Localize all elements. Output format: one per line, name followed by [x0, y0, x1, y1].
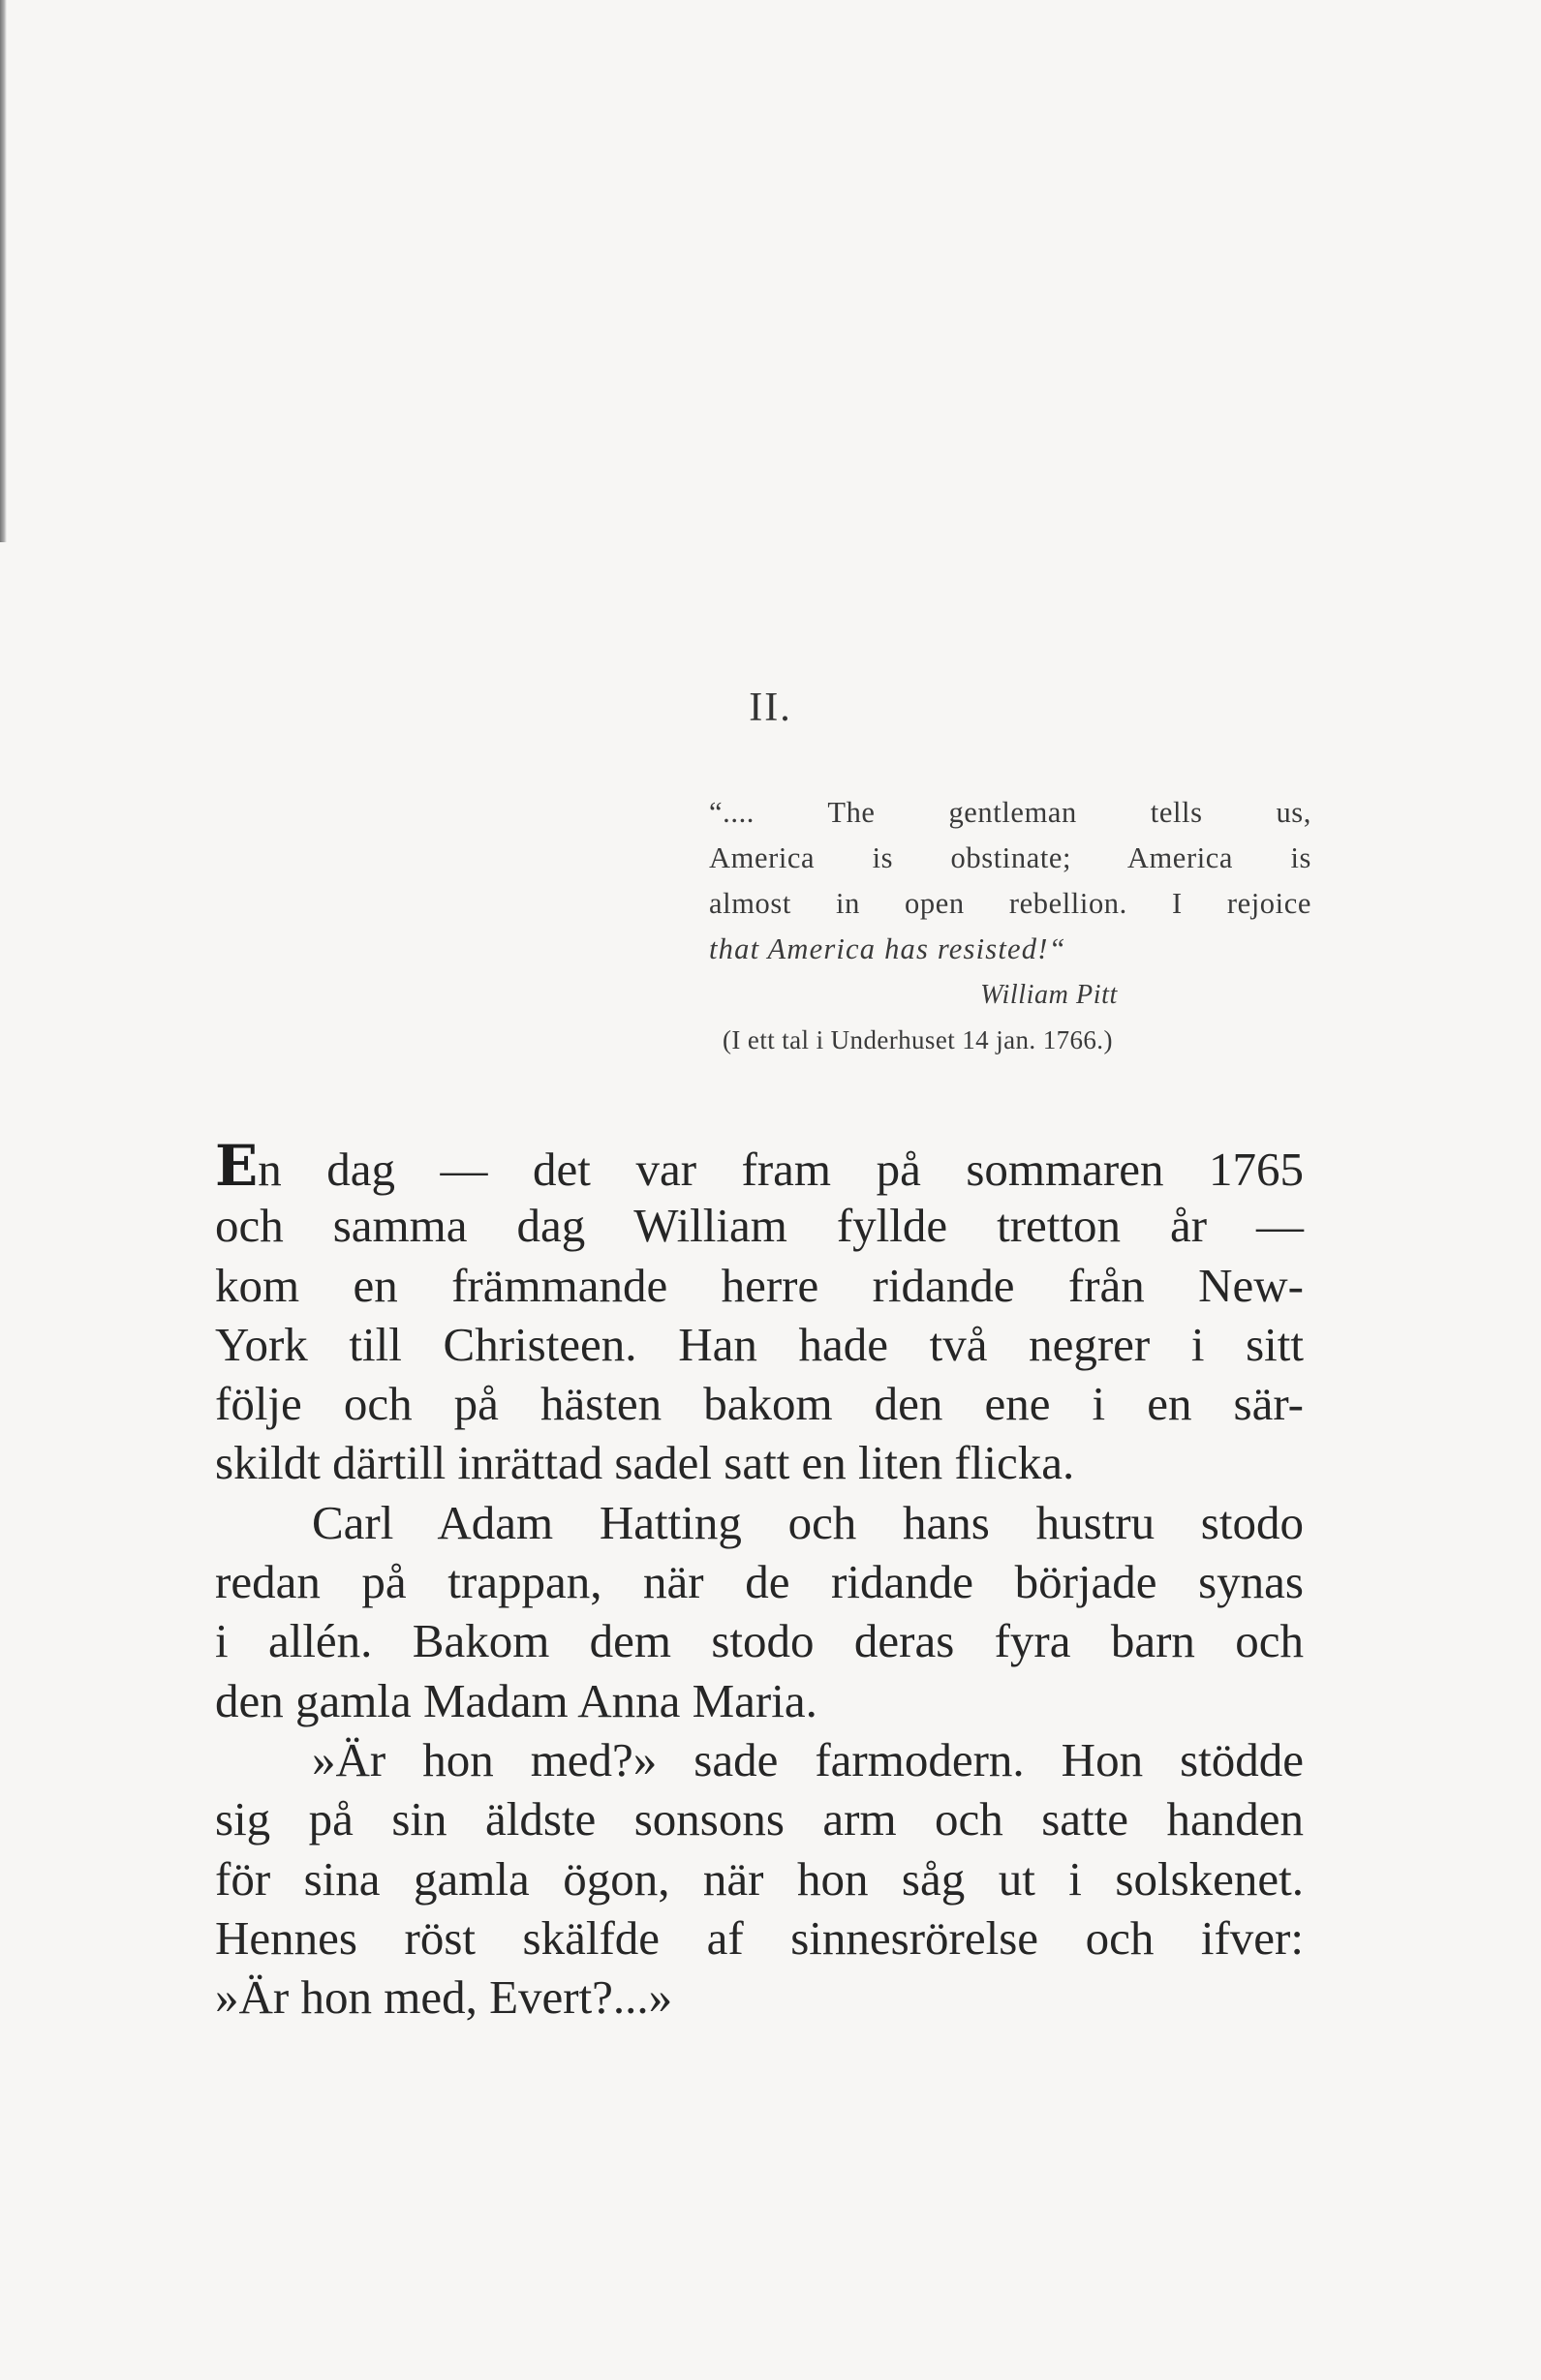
epigraph-line: that America has resisted!“ — [709, 932, 1066, 965]
epigraph-line: “.... The gentleman tells us, — [709, 796, 1311, 829]
epigraph-source: (I ett tal i Underhuset 14 jan. 1766.) — [723, 1025, 1113, 1054]
drop-initial: E — [215, 1133, 259, 1199]
body-text — [215, 1133, 1304, 2027]
epigraph-line: America is obstinate; America is — [709, 841, 1311, 874]
paragraph-line: och samma dag William fyllde tretton år — — [215, 1199, 1304, 1253]
paragraph-line: »Är hon med, Evert?...» — [215, 1970, 673, 2025]
paragraph-line: redan på trappan, när de ridande började synas — [215, 1555, 1304, 1609]
epigraph-author: William Pitt — [980, 980, 1118, 1010]
paragraph-line: skildt därtill inrättad sadel satt en liten flicka. — [215, 1436, 1075, 1490]
epigraph — [709, 790, 1311, 1063]
epigraph-line: almost in open rebellion. I rejoice — [709, 887, 1311, 920]
paragraph-line: Carl Adam Hatting och hans hustru stodo — [312, 1495, 1304, 1549]
paragraph-line: York till Christeen. Han hade två negrer i sitt — [215, 1317, 1304, 1371]
paragraph-line: Hennes röst skälfde af sinnesrörelse och ifver: — [215, 1910, 1304, 1965]
paragraph-line: i allén. Bakom dem stodo deras fyra barn och — [215, 1614, 1304, 1668]
paragraph-line: »Är hon med?» sade farmodern. Hon stödde — [312, 1732, 1304, 1786]
paragraph-line: den gamla Madam Anna Maria. — [215, 1673, 817, 1727]
paragraph-line: följe och på hästen bakom den ene i en sär- — [215, 1377, 1304, 1431]
paragraph-line — [215, 1133, 1304, 1199]
paragraph-line: sig på sin äldste sonsons arm och satte handen — [215, 1792, 1304, 1846]
paragraph-line: för sina gamla ögon, när hon såg ut i solskenet. — [215, 1851, 1304, 1906]
chapter-number: II. — [749, 686, 792, 730]
paragraph-line: kom en främmande herre ridande från New- — [215, 1258, 1304, 1312]
paragraph-line-text: n dag — det var fram på sommaren 1765 — [258, 1143, 1304, 1196]
page-edge-shadow — [0, 0, 7, 542]
